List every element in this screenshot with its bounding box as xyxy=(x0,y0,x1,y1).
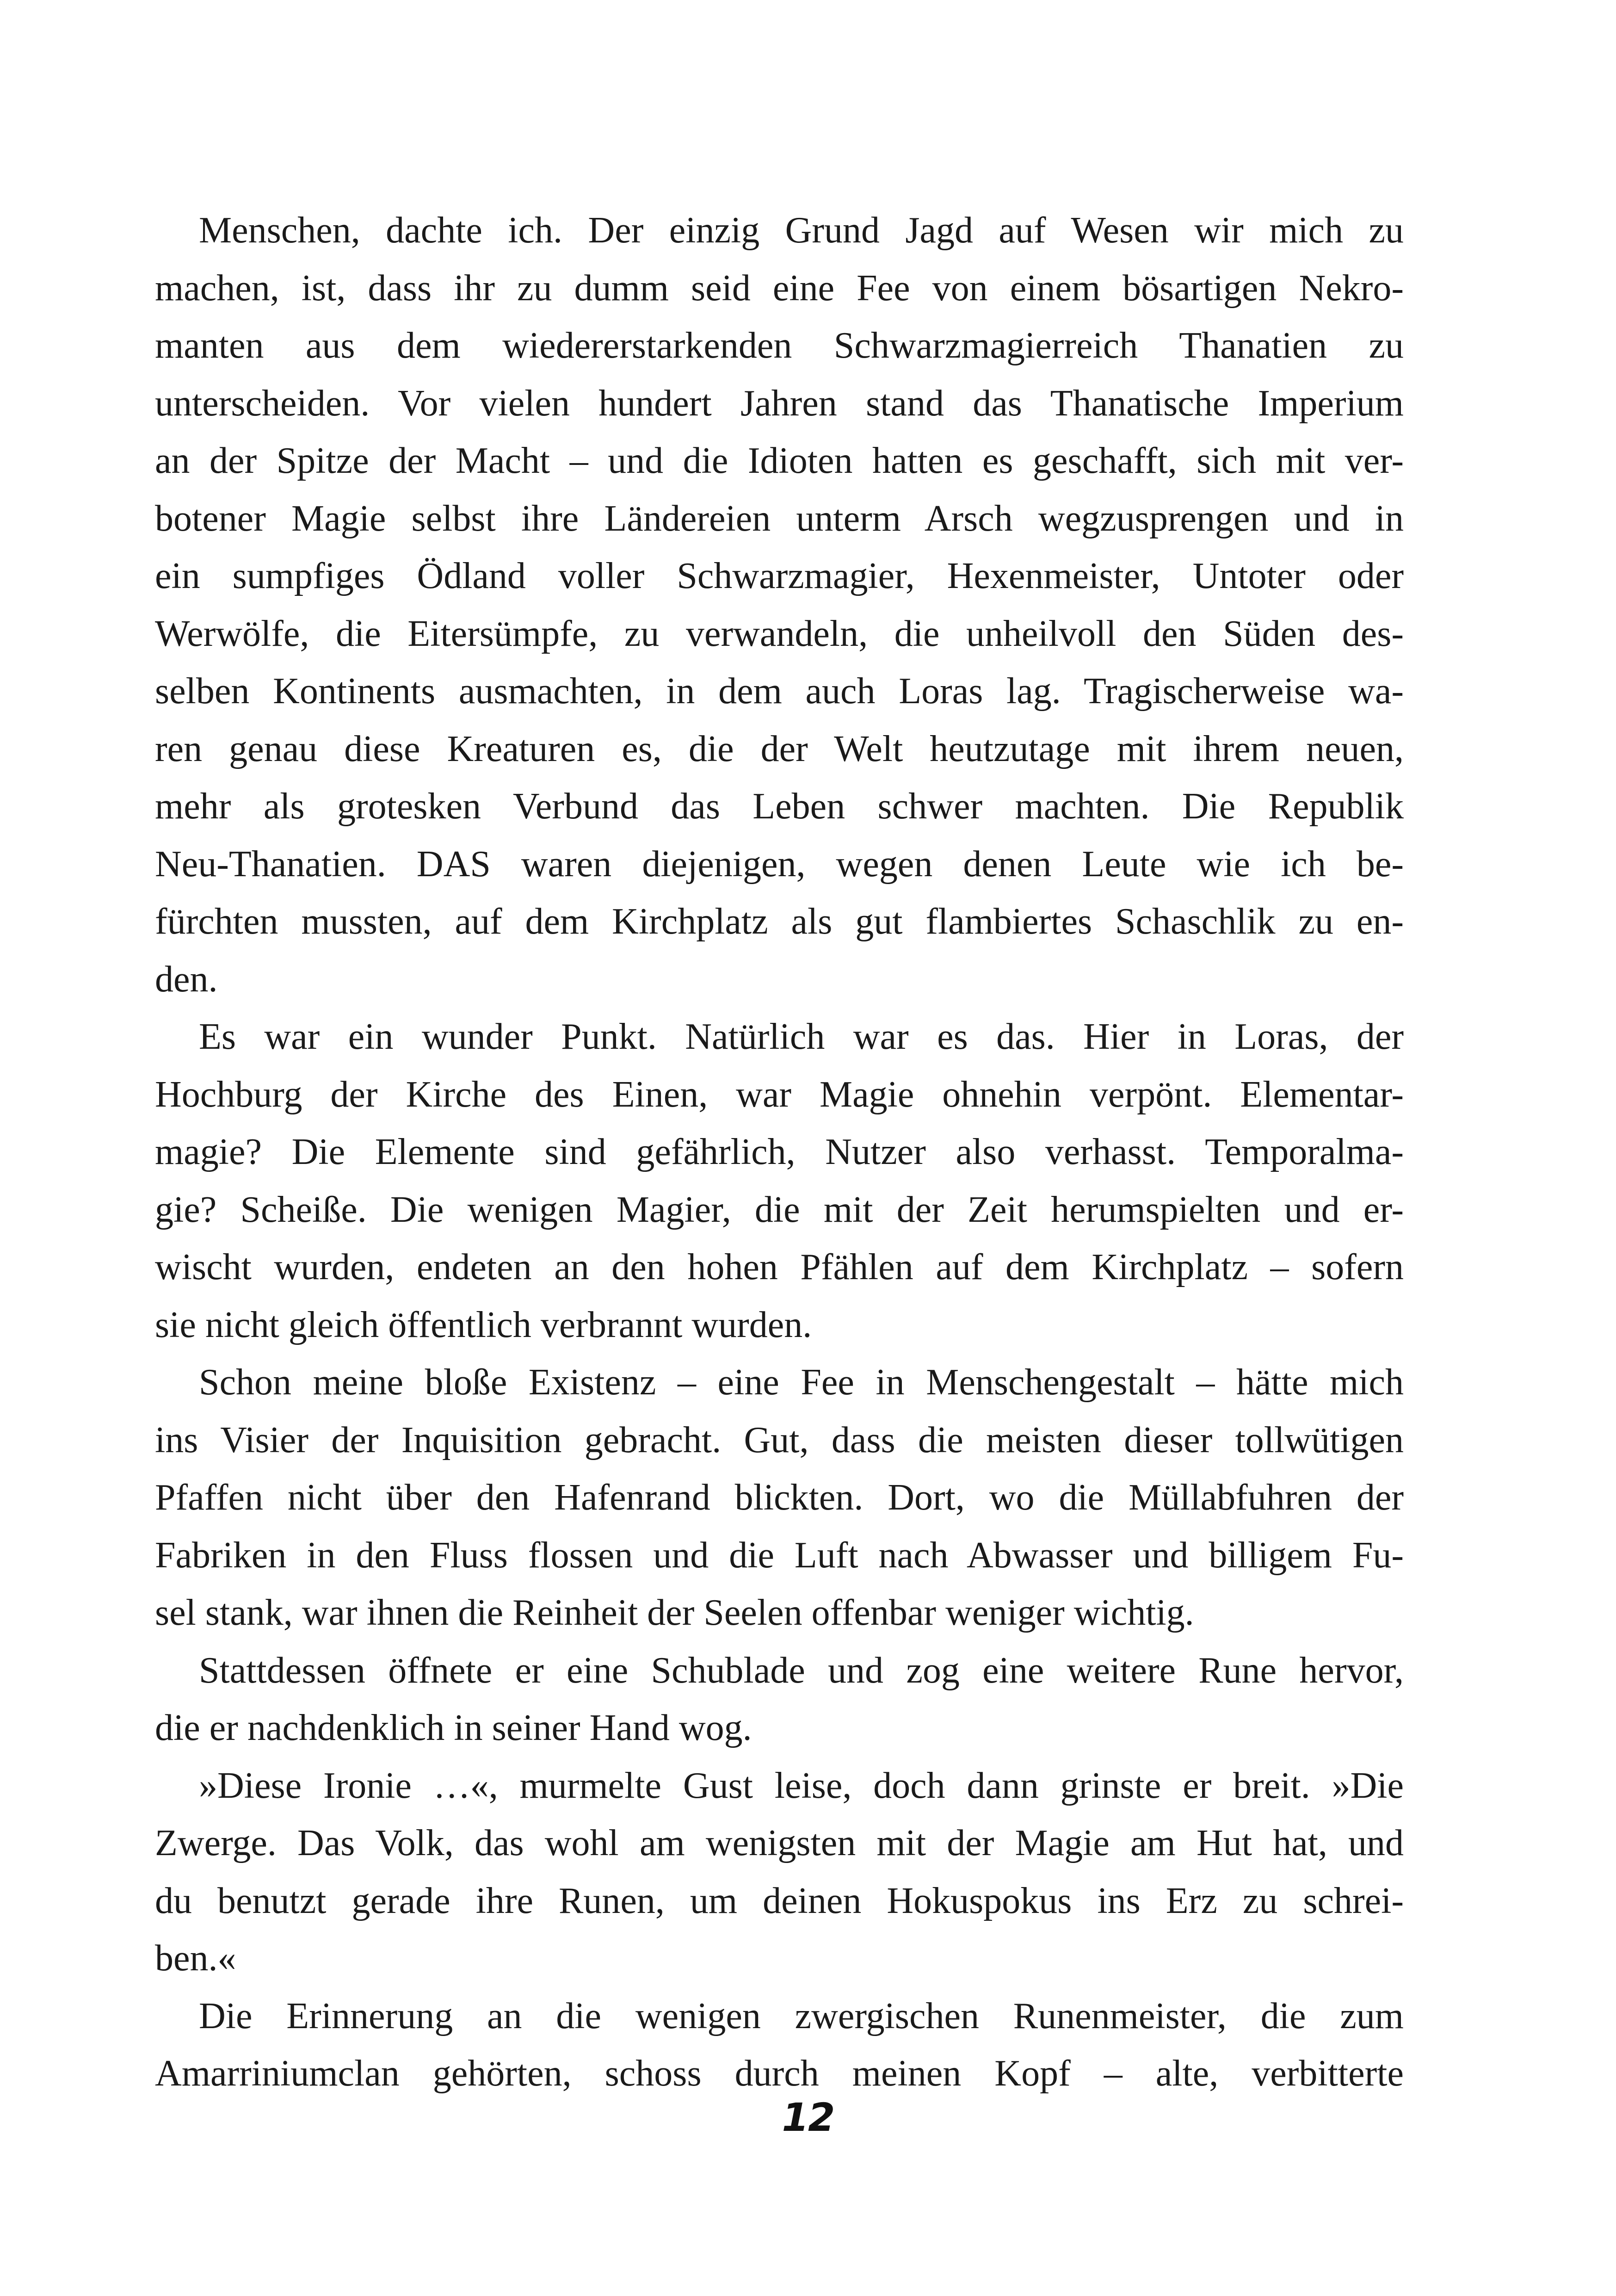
text-line: »Diese Ironie …«, murmelte Gust leise, doch dann grinste er breit. »Die xyxy=(199,1765,1404,1806)
text-line: manten aus dem wiedererstarkenden Schwarzmagierreich Thanatien zu xyxy=(155,325,1404,366)
paragraph xyxy=(155,1987,1404,2103)
text-line: Fabriken in den Fluss flossen und die Luft nach Abwasser und billigem Fu- xyxy=(155,1535,1404,1576)
text-line: Hochburg der Kirche des Einen, war Magie ohnehin verpönt. Elementar- xyxy=(155,1074,1404,1115)
text-line: die er nachdenklich in seiner Hand wog. xyxy=(155,1708,752,1748)
text-line: ren genau diese Kreaturen es, die der Welt heutzutage mit ihrem neuen, xyxy=(155,728,1404,769)
text-line: an der Spitze der Macht – und die Idioten hatten es geschafft, sich mit ver- xyxy=(155,440,1404,481)
paragraph xyxy=(155,1757,1404,1987)
text-line: gie? Scheiße. Die wenigen Magier, die mit der Zeit herumspielten und er- xyxy=(155,1189,1404,1230)
body-text xyxy=(155,202,1404,2103)
text-line: Zwerge. Das Volk, das wohl am wenigsten mit der Magie am Hut hat, und xyxy=(155,1823,1404,1863)
text-line: mehr als grotesken Verbund das Leben schwer machten. Die Republik xyxy=(155,786,1404,827)
text-line: Pfaffen nicht über den Hafenrand blickten. Dort, wo die Müllabfuhren der xyxy=(155,1477,1404,1518)
page-number: 12 xyxy=(782,2095,834,2140)
text-line: Werwölfe, die Eitersümpfe, zu verwandeln, die unheilvoll den Süden des- xyxy=(155,613,1404,654)
text-line: den. xyxy=(155,959,218,1000)
paragraph xyxy=(155,1354,1404,1642)
text-line: selben Kontinents ausmachten, in dem auch Loras lag. Tragischerweise wa- xyxy=(155,671,1404,712)
text-line: Menschen, dachte ich. Der einzig Grund Jagd auf Wesen wir mich zu xyxy=(199,210,1404,251)
text-line: unterscheiden. Vor vielen hundert Jahren stand das Thanatische Imperium xyxy=(155,383,1404,424)
paragraph xyxy=(155,1008,1404,1354)
paragraph xyxy=(155,202,1404,1008)
text-line: Stattdessen öffnete er eine Schublade und zog eine weitere Rune hervor, xyxy=(199,1650,1404,1691)
text-line: wischt wurden, endeten an den hohen Pfählen auf dem Kirchplatz – sofern xyxy=(155,1247,1404,1287)
text-line: Es war ein wunder Punkt. Natürlich war es das. Hier in Loras, der xyxy=(199,1016,1404,1057)
text-line: Die Erinnerung an die wenigen zwergischen Runenmeister, die zum xyxy=(199,1995,1404,2036)
text-line: machen, ist, dass ihr zu dumm seid eine Fee von einem bösartigen Nekro- xyxy=(155,267,1404,309)
text-line: magie? Die Elemente sind gefährlich, Nutzer also verhasst. Temporalma- xyxy=(155,1132,1404,1172)
text-line: ben.« xyxy=(155,1938,236,1979)
text-line: ein sumpfiges Ödland voller Schwarzmagier, Hexenmeister, Untoter oder xyxy=(155,556,1404,596)
paragraph xyxy=(155,1642,1404,1757)
text-line: du benutzt gerade ihre Runen, um deinen Hokuspokus ins Erz zu schrei- xyxy=(155,1880,1404,1921)
text-line: sel stank, war ihnen die Reinheit der Seelen offenbar weniger wichtig. xyxy=(155,1592,1194,1633)
text-line: Amarriniumclan gehörten, schoss durch meinen Kopf – alte, verbitterte xyxy=(155,2053,1404,2094)
text-line: sie nicht gleich öffentlich verbrannt wurden. xyxy=(155,1304,812,1345)
text-line: fürchten mussten, auf dem Kirchplatz als gut flambiertes Schaschlik zu en- xyxy=(155,901,1404,942)
text-line: Schon meine bloße Existenz – eine Fee in Menschengestalt – hätte mich xyxy=(199,1362,1404,1403)
text-line: ins Visier der Inquisition gebracht. Gut, dass die meisten dieser tollwütigen xyxy=(155,1419,1404,1461)
text-line: Neu-Thanatien. DAS waren diejenigen, wegen denen Leute wie ich be- xyxy=(155,843,1404,885)
text-line: botener Magie selbst ihre Ländereien unterm Arsch wegzusprengen und in xyxy=(155,498,1404,539)
